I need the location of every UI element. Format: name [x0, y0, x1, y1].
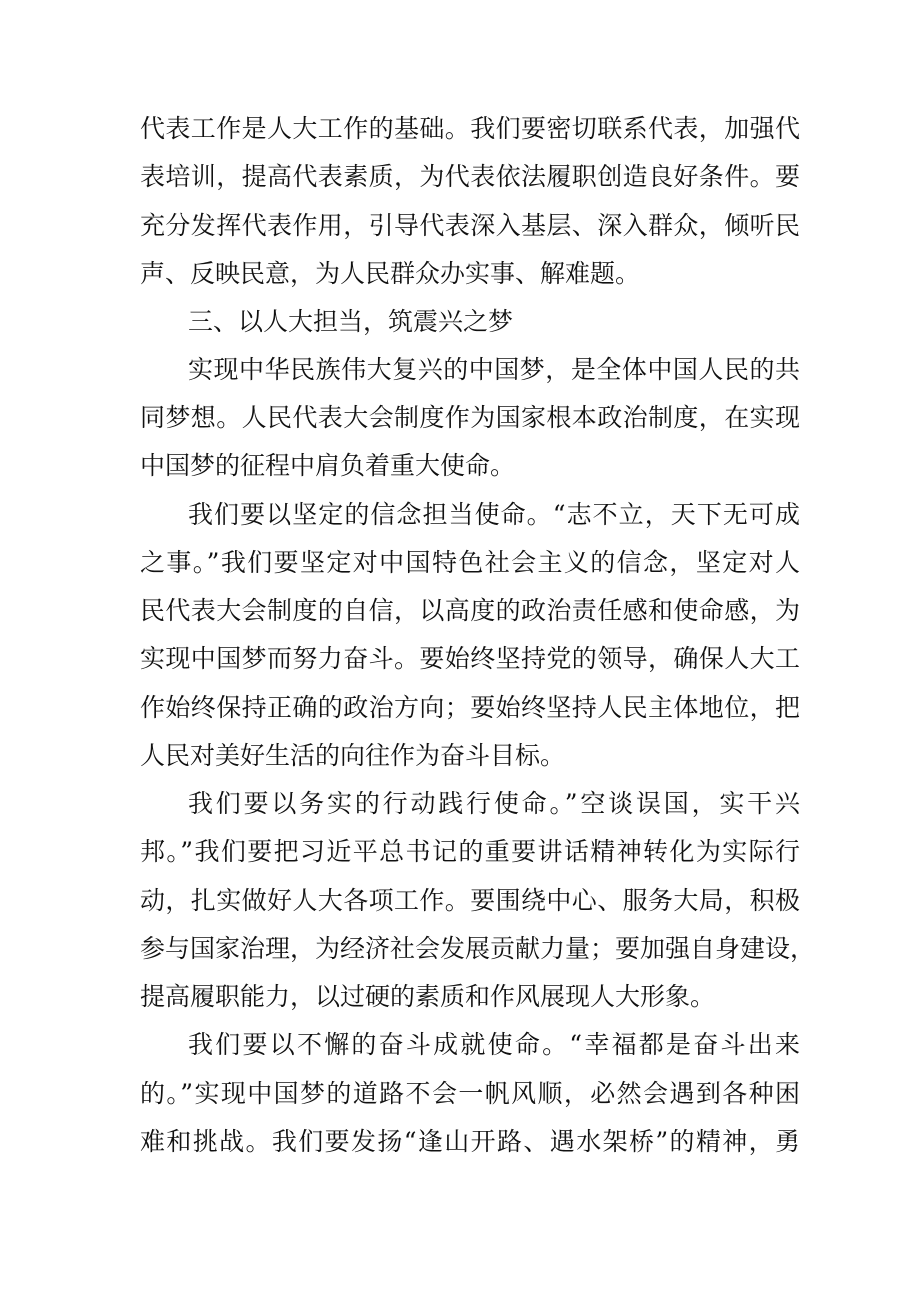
paragraph-line: 声、反映民意，为人民群众办实事、解难题。: [140, 259, 641, 288]
paragraph-line: 参与国家治理，为经济社会发展贡献力量；要加强自身建设，: [140, 934, 816, 963]
paragraph-line: 之事。”我们要坚定对中国特色社会主义的信念，坚定对人: [140, 548, 800, 577]
paragraph-line: 表培训，提高代表素质，为代表依法履职创造良好条件。要: [140, 162, 800, 191]
paragraph-line: 实现中国梦而努力奋斗。要始终坚持党的领导，确保人大工: [140, 644, 800, 673]
paragraph-line: 人民对美好生活的向往作为奋斗目标。: [140, 741, 566, 770]
paragraph-line: 邦。”我们要把习近平总书记的重要讲话精神转化为实际行: [140, 837, 800, 866]
paragraph-line: 难和挑战。我们要发扬“逢山开路、遇水架桥”的精神，勇: [140, 1127, 800, 1156]
paragraph-line: 动，扎实做好人大各项工作。要围绕中心、服务大局，积极: [140, 886, 800, 915]
paragraph-line: 提高履职能力，以过硬的素质和作风展现人大形象。: [140, 982, 716, 1011]
section-heading: 三、以人大担当，筑震兴之梦: [188, 307, 514, 336]
paragraph-line: 中国梦的征程中肩负着重大使命。: [140, 451, 516, 480]
paragraph-line: 民代表大会制度的自信，以高度的政治责任感和使命感，为: [140, 596, 800, 625]
paragraph-line: 我们要以务实的行动践行使命。”空谈误国，实干兴: [188, 789, 800, 818]
paragraph-line: 作始终保持正确的政治方向；要始终坚持人民主体地位，把: [140, 693, 800, 722]
paragraph-line: 我们要以坚定的信念担当使命。“志不立，天下无可成: [188, 500, 800, 529]
paragraph-line: 代表工作是人大工作的基础。我们要密切联系代表，加强代: [140, 114, 800, 143]
paragraph-line: 充分发挥代表作用，引导代表深入基层、深入群众，倾听民: [140, 211, 800, 240]
paragraph-line: 我们要以不懈的奋斗成就使命。“幸福都是奋斗出来: [188, 1030, 800, 1059]
paragraph-line: 同梦想。人民代表大会制度作为国家根本政治制度，在实现: [140, 403, 800, 432]
paragraph-line: 实现中华民族伟大复兴的中国梦，是全体中国人民的共: [188, 355, 800, 384]
paragraph-line: 的。”实现中国梦的道路不会一帆风顺，必然会遇到各种困: [140, 1079, 800, 1108]
